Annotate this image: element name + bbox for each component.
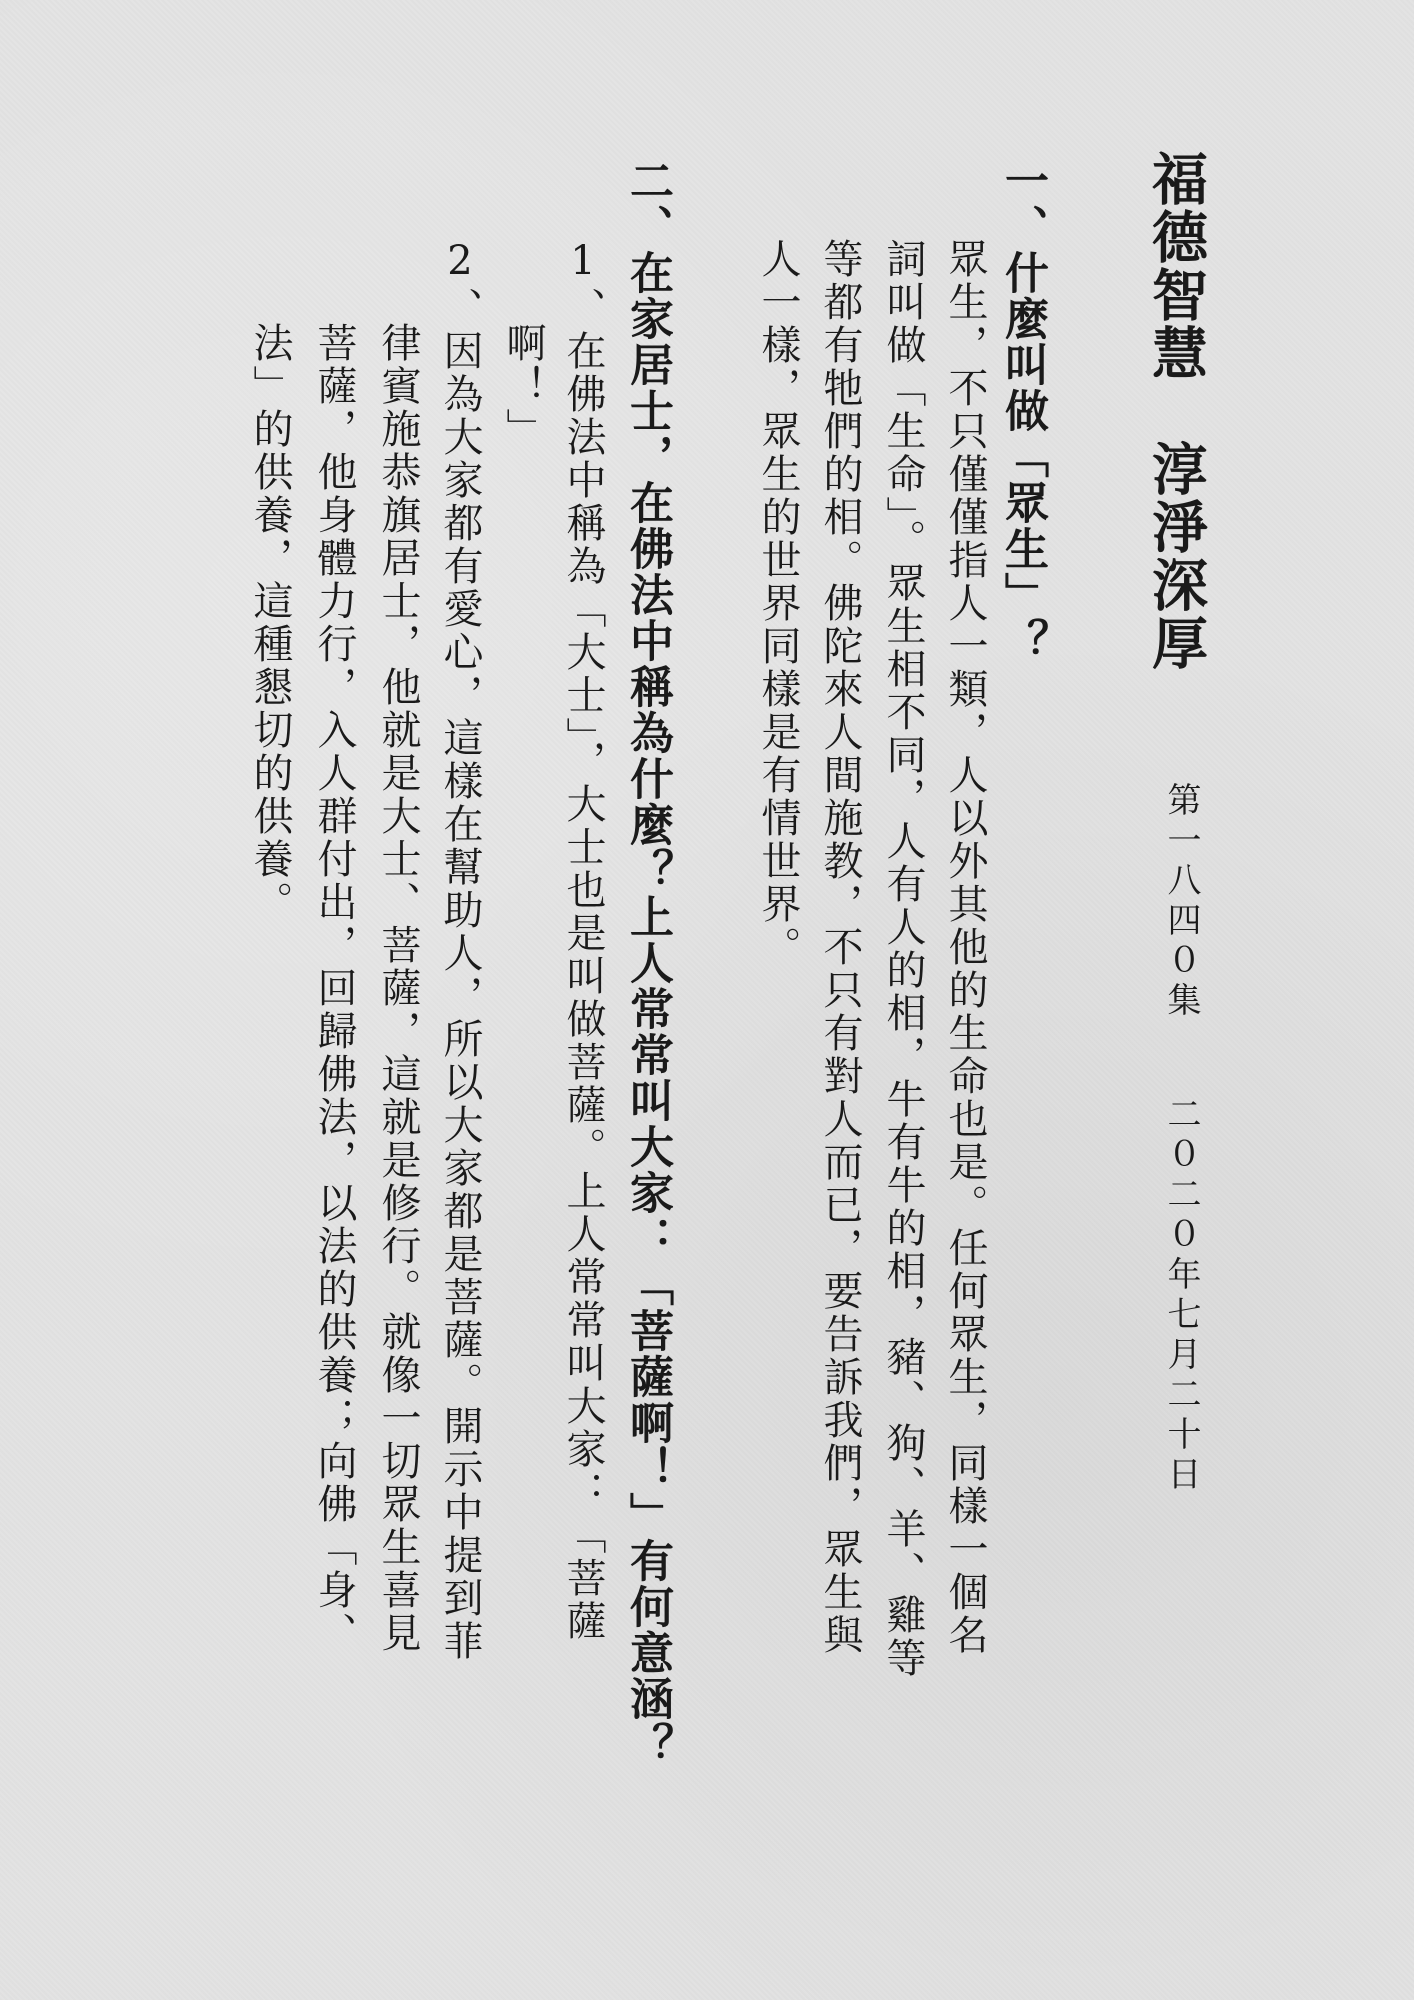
section2-heading: 二、在家居士，在佛法中稱為什麼？上人常常叫大家：「菩薩啊！」有何意涵？ xyxy=(622,158,673,1768)
section1-line-2: 詞叫做「生命」。眾生相不同，人有人的相，牛有牛的相，豬、狗、羊、雞等 xyxy=(880,238,926,1680)
section2-item2-line-3: 菩薩，他身體力行，入人群付出，回歸佛法，以法的供養；向佛「身、 xyxy=(311,322,357,1655)
section2-item1-line-1: 1、在佛法中稱為「大士」，大士也是叫做菩薩。上人常常叫大家：「菩薩 xyxy=(560,238,606,1643)
section2-item1-line-2: 啊！」 xyxy=(500,322,546,451)
section2-item2-line-4: 法」的供養，這種懇切的供養。 xyxy=(247,322,293,924)
section1-line-1: 眾生，不只僅僅指人一類，人以外其他的生命也是。任何眾生，同樣一個名 xyxy=(942,238,988,1657)
section2-item2-line-2: 律賓施恭旗居士，他就是大士、菩薩，這就是修行。就像一切眾生喜見 xyxy=(375,322,421,1655)
page-title: 福德智慧 淳淨深厚 xyxy=(1143,150,1209,672)
section1-line-4: 人一樣，眾生的世界同樣是有情世界。 xyxy=(755,238,801,969)
section2-item2-line-1: 2、因為大家都有愛心，這樣在幫助人，所以大家都是菩薩。開示中提到菲 xyxy=(437,238,483,1663)
section1-heading: 一、什麼叫做「眾生」？ xyxy=(997,158,1048,664)
publication-date: 二０二０年七月二十日 xyxy=(1161,1096,1201,1496)
episode-number: 第一八四０集 xyxy=(1161,782,1201,1022)
section1-line-3: 等都有牠們的相。佛陀來人間施教，不只有對人而已，要告訴我們，眾生與 xyxy=(817,238,863,1657)
